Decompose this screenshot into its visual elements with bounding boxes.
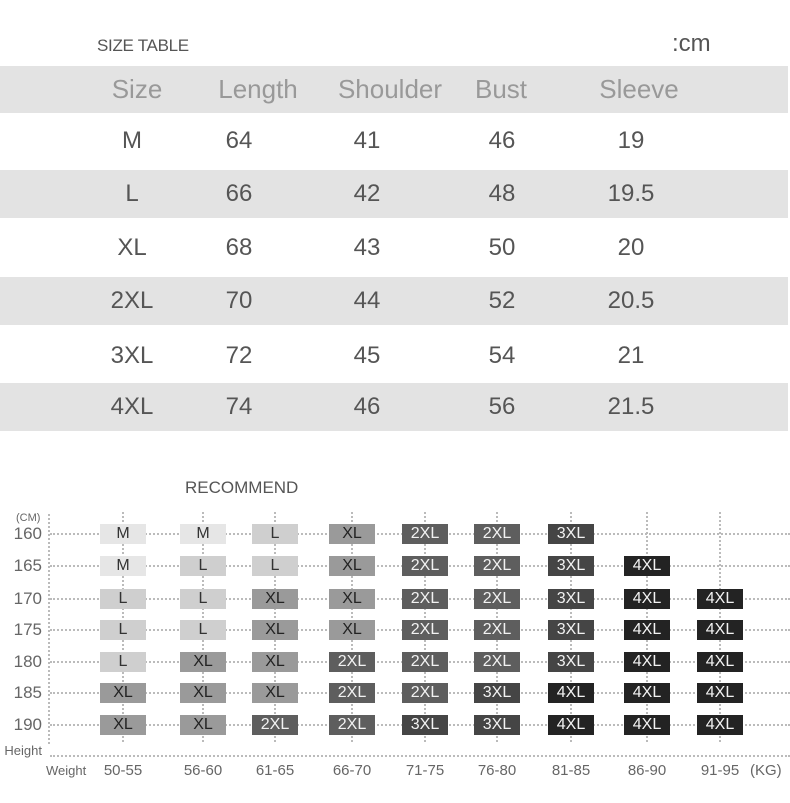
measure-cell: 21 <box>617 342 645 369</box>
y-axis-title: Height <box>4 743 42 758</box>
size-badge: 4XL <box>697 683 743 703</box>
size-badge: 3XL <box>548 556 594 576</box>
size-badge: M <box>100 556 146 576</box>
measure-cell: 41 <box>353 127 381 154</box>
size-badge: L <box>180 589 226 609</box>
size-cell: L <box>125 180 139 207</box>
x-axis-line <box>50 755 790 757</box>
size-badge: 4XL <box>624 652 670 672</box>
size-badge: L <box>100 620 146 640</box>
measure-cell: 45 <box>353 342 381 369</box>
size-badge: 2XL <box>402 589 448 609</box>
column-header: Sleeve <box>599 74 679 104</box>
measure-cell: 66 <box>225 180 253 207</box>
table-row <box>0 277 788 325</box>
size-badge: 4XL <box>624 589 670 609</box>
recommend-title: RECOMMEND <box>185 478 299 497</box>
size-badge: L <box>100 589 146 609</box>
measure-cell: 48 <box>488 180 516 207</box>
column-header: Length <box>218 74 298 104</box>
column-header: Shoulder <box>337 74 443 104</box>
size-badge: 2XL <box>402 556 448 576</box>
size-badge: 3XL <box>548 589 594 609</box>
size-badge: L <box>252 524 298 544</box>
weight-label: 66-70 <box>332 762 372 779</box>
size-badge: 3XL <box>548 620 594 640</box>
measure-cell: 19.5 <box>607 180 655 207</box>
size-badge: XL <box>329 589 375 609</box>
size-badge: XL <box>100 715 146 735</box>
measure-cell: 44 <box>353 287 381 314</box>
weight-label: 91-95 <box>700 762 740 779</box>
size-badge: L <box>180 620 226 640</box>
measure-cell: 21.5 <box>607 393 655 420</box>
height-label: 190 <box>13 715 42 734</box>
size-table-title: SIZE TABLE <box>97 36 189 55</box>
size-badge: XL <box>252 620 298 640</box>
size-badge: XL <box>180 715 226 735</box>
table-row <box>0 222 788 274</box>
table-header-row <box>0 66 788 113</box>
height-label: 165 <box>13 556 42 575</box>
size-cell: M <box>122 127 142 154</box>
table-row <box>0 170 788 218</box>
size-badge: 3XL <box>402 715 448 735</box>
size-badge: 4XL <box>548 715 594 735</box>
size-badge: XL <box>329 524 375 544</box>
size-badge: 2XL <box>329 652 375 672</box>
table-row <box>0 330 788 382</box>
unit-label: :cm <box>672 30 711 57</box>
weight-label: 50-55 <box>103 762 143 779</box>
size-badge: 3XL <box>474 715 520 735</box>
size-badge: 2XL <box>402 652 448 672</box>
size-badge: 4XL <box>624 715 670 735</box>
measure-cell: 46 <box>353 393 381 420</box>
size-badge: 3XL <box>548 524 594 544</box>
size-badge: XL <box>252 683 298 703</box>
size-badge: 4XL <box>624 683 670 703</box>
size-badge: XL <box>329 556 375 576</box>
weight-label: 86-90 <box>627 762 667 779</box>
size-badge: 2XL <box>402 620 448 640</box>
column-header: Bust <box>474 74 528 104</box>
size-badge: 2XL <box>474 524 520 544</box>
height-label: 180 <box>13 652 42 671</box>
size-badge: 2XL <box>474 589 520 609</box>
size-cell: 4XL <box>110 393 154 420</box>
measure-cell: 56 <box>488 393 516 420</box>
size-badge: 2XL <box>329 715 375 735</box>
measure-cell: 20 <box>617 234 645 261</box>
size-badge: L <box>180 556 226 576</box>
height-label: 170 <box>13 589 42 608</box>
weight-label: 81-85 <box>551 762 591 779</box>
size-badge: 4XL <box>548 683 594 703</box>
weight-label: 56-60 <box>183 762 223 779</box>
measure-cell: 72 <box>225 342 253 369</box>
table-row <box>0 115 788 167</box>
table-row <box>0 383 788 431</box>
size-badge: 4XL <box>697 715 743 735</box>
size-badge: 4XL <box>697 620 743 640</box>
size-badge: XL <box>180 652 226 672</box>
height-label: 185 <box>13 683 42 702</box>
size-badge: XL <box>252 589 298 609</box>
size-badge: L <box>252 556 298 576</box>
height-label: 160 <box>13 524 42 543</box>
size-badge: M <box>100 524 146 544</box>
size-badge: 2XL <box>474 620 520 640</box>
measure-cell: 68 <box>225 234 253 261</box>
weight-label: 76-80 <box>477 762 517 779</box>
size-badge: 4XL <box>624 620 670 640</box>
size-badge: 2XL <box>402 683 448 703</box>
size-cell: 3XL <box>110 342 154 369</box>
size-badge: 2XL <box>474 556 520 576</box>
height-label: 175 <box>13 620 42 639</box>
x-unit-label: (KG) <box>750 762 782 779</box>
size-badge: L <box>100 652 146 672</box>
measure-cell: 46 <box>488 127 516 154</box>
measure-cell: 70 <box>225 287 253 314</box>
measure-cell: 50 <box>488 234 516 261</box>
size-badge: 2XL <box>252 715 298 735</box>
size-badge: XL <box>100 683 146 703</box>
size-badge: 2XL <box>474 652 520 672</box>
measure-cell: 54 <box>488 342 516 369</box>
size-badge: 3XL <box>548 652 594 672</box>
column-header: Size <box>111 74 163 104</box>
x-axis-title: Weight <box>46 763 87 778</box>
size-cell: 2XL <box>110 287 154 314</box>
measure-cell: 74 <box>225 393 253 420</box>
size-badge: XL <box>180 683 226 703</box>
measure-cell: 64 <box>225 127 253 154</box>
measure-cell: 20.5 <box>607 287 655 314</box>
size-badge: 2XL <box>329 683 375 703</box>
measure-cell: 19 <box>617 127 645 154</box>
measure-cell: 52 <box>488 287 516 314</box>
size-badge: M <box>180 524 226 544</box>
measure-cell: 42 <box>353 180 381 207</box>
y-unit-label: (CM) <box>16 512 41 524</box>
size-badge: XL <box>252 652 298 672</box>
size-badge: 4XL <box>697 589 743 609</box>
size-badge: 2XL <box>402 524 448 544</box>
size-badge: XL <box>329 620 375 640</box>
weight-label: 61-65 <box>255 762 295 779</box>
measure-cell: 43 <box>353 234 381 261</box>
weight-label: 71-75 <box>405 762 445 779</box>
size-cell: XL <box>117 234 147 261</box>
size-badge: 4XL <box>697 652 743 672</box>
size-badge: 4XL <box>624 556 670 576</box>
size-badge: 3XL <box>474 683 520 703</box>
